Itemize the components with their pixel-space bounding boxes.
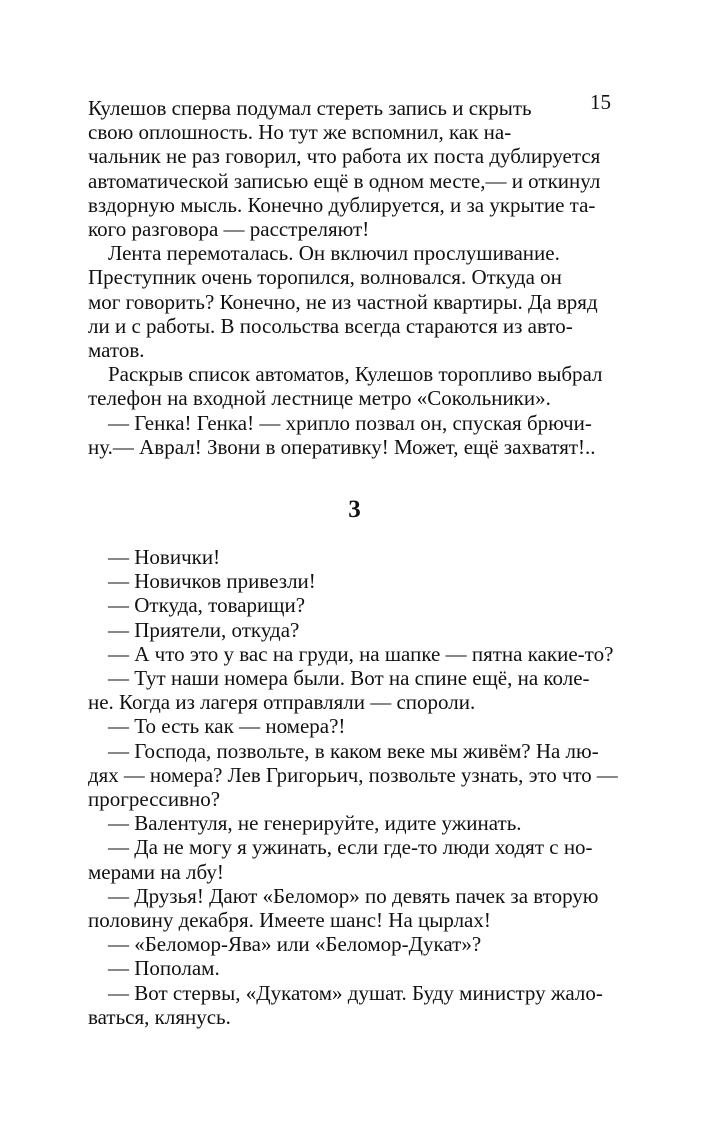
text-line: Лента перемоталась. Он включил прослушивание. (108, 241, 560, 266)
text-line: — Приятели, откуда? (108, 617, 300, 642)
chapter-number: 3 (348, 496, 361, 523)
text-line: половину декабря. Имеете шанс! На цырлах! (88, 908, 491, 932)
text-line: вздорную мысль. Конечно дублируется, и за укрытие та- (88, 192, 596, 217)
text-line: автоматической записью ещё в одном месте,— и откинул (88, 168, 601, 193)
text-line: телефон на входной лестнице метро «Сокольники». (88, 386, 551, 411)
text-line: — Валентуля, не генерируйте, идите ужинать. (108, 811, 522, 836)
text-line: мерами на лбу! (88, 859, 224, 884)
text-line: — А что это у вас на груди, на шапке — пятна какие-то? (108, 641, 614, 666)
text-line: дях — номера? Лев Григорьич, позвольте узнать, это что — (88, 762, 618, 787)
text-line: — Пополам. (108, 956, 220, 981)
text-line: мог говорить? Конечно, не из частной квартиры. Да вряд (88, 289, 598, 314)
text-line: ваться, клянусь. (88, 1004, 231, 1029)
text-line: — Генка! Генка! — хрипло позвал он, спуская брючи- (108, 410, 592, 435)
text-line: — Друзья! Дают «Беломор» по девять пачек за вторую (108, 883, 599, 908)
text-line: — То есть как — номера?! (108, 714, 346, 739)
text-line: — Тут наши номера были. Вот на спине ещё, на коле- (108, 666, 590, 690)
text-line: ли и с работы. В посольства всегда стараются из авто- (88, 313, 573, 338)
text-line: Кулешов сперва подумал стереть запись и скрыть (88, 96, 532, 120)
text-line: — Господа, позвольте, в каком веке мы живём? На лю- (108, 738, 599, 763)
text-line: — Новичков привезли! (108, 569, 316, 594)
text-line: — «Беломор-Ява» или «Беломор-Дукат»? (108, 932, 482, 957)
text-line: свою оплошность. Но тут же вспомнил, как на- (88, 120, 512, 145)
text-line: — Откуда, товарищи? (108, 593, 306, 618)
text-line: — Да не могу я ужинать, если где-то люди ходят с но- (108, 835, 593, 860)
text-line: ну.— Аврал! Звони в оперативку! Может, ещё захватят!.. (88, 434, 596, 459)
text-line: прогрессивно? (88, 787, 221, 811)
text-line: Преступник очень торопился, волновался. Откуда он (88, 265, 562, 290)
text-line: кого разговора — расстреляют! (88, 217, 370, 241)
text-line: чальник не раз говорил, что работа их поста дублируется (88, 144, 601, 169)
text-line: Раскрыв список автоматов, Кулешов торопливо выбрал (108, 362, 603, 387)
text-line: матов. (88, 338, 145, 362)
text-line: — Новички! (108, 545, 221, 569)
page-number: 15 (590, 90, 611, 114)
text-line: — Вот стервы, «Дукатом» душат. Буду министру жало- (108, 980, 603, 1005)
text-line: не. Когда из лагеря отправляли — спороли. (88, 690, 476, 715)
